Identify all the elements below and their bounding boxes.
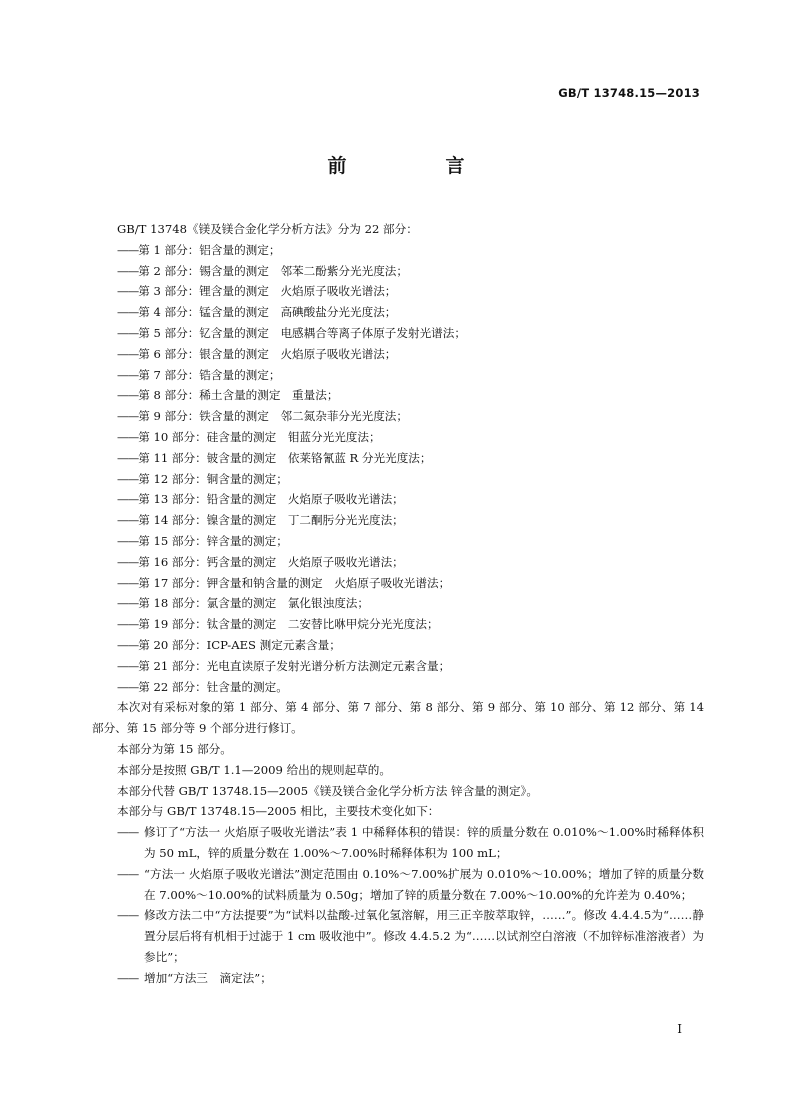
changes-intro: 本部分与 GB/T 13748.15—2005 相比，主要技术变化如下：	[117, 804, 440, 819]
document-body	[92, 219, 704, 988]
list-item	[92, 261, 704, 282]
list-item-text: 第 15 部分：锌含量的测定；	[138, 533, 288, 548]
list-item-text: 第 3 部分：锂含量的测定 火焰原子吸收光谱法；	[138, 284, 397, 299]
list-item	[92, 427, 704, 448]
changes-list	[92, 822, 704, 988]
list-item	[92, 240, 704, 261]
dash-marker: ——	[117, 471, 139, 486]
part-statement: 本部分为第 15 部分。	[117, 741, 232, 756]
dash-marker: ——	[117, 617, 139, 632]
list-item-text: 修订了“方法一 火焰原子吸收光谱法”表 1 中稀释体积的错误：锌的质量分数在 0.010%～1.00%时稀释体积为 50 mL，锌的质量分数在 1.00%～7.00%时稀释体积为 100 mL；	[144, 825, 704, 860]
dash-marker: ——	[117, 575, 139, 590]
dash-marker: ——	[117, 825, 139, 840]
list-item-text: 第 21 部分：光电直读原子发射光谱分析方法测定元素含量；	[138, 658, 451, 673]
standard-code: GB/T 13748.15—2013	[558, 86, 700, 100]
list-item	[92, 510, 704, 531]
list-item	[92, 323, 704, 344]
list-item	[92, 448, 704, 469]
dash-marker: ——	[117, 658, 139, 673]
dash-marker: ——	[117, 866, 139, 881]
dash-marker: ——	[117, 284, 139, 299]
dash-marker: ——	[117, 679, 139, 694]
list-item-text: 第 6 部分：银含量的测定 火焰原子吸收光谱法；	[138, 346, 397, 361]
list-item-text: 修改方法二中“方法提要”为“试料以盐酸-过氧化氢溶解，用三正辛胺萃取锌，……”。修改 4.4.4.5为“……静置分层后将有机相于过滤于 1 cm 吸收池中”。修改 4.4.5.2 为“……以试剂空白溶液（不加锌标准溶液者）为参比”；	[144, 908, 704, 964]
dash-marker: ——	[117, 596, 139, 611]
list-item-text: 第 22 部分：钍含量的测定。	[138, 679, 288, 694]
list-item-text: 第 8 部分：稀土含量的测定 重量法；	[138, 388, 339, 403]
list-item	[92, 365, 704, 386]
page-title: 前 言	[327, 155, 505, 177]
list-item	[92, 406, 704, 427]
list-item	[92, 385, 704, 406]
dash-marker: ——	[117, 637, 139, 652]
list-item	[92, 822, 704, 864]
dash-marker: ——	[117, 970, 139, 985]
page-number: I	[677, 1022, 682, 1036]
list-item-text: 第 7 部分：锆含量的测定；	[138, 367, 281, 382]
list-item	[92, 302, 704, 323]
list-item-text: 第 17 部分：钾含量和钠含量的测定 火焰原子吸收光谱法；	[138, 575, 451, 590]
list-item-text: 第 9 部分：铁含量的测定 邻二氮杂菲分光光度法；	[138, 409, 408, 424]
list-item	[92, 531, 704, 552]
dash-marker: ——	[117, 305, 139, 320]
list-item	[92, 656, 704, 677]
list-item-text: 第 20 部分：ICP-AES 测定元素含量；	[138, 637, 341, 652]
list-item	[92, 552, 704, 573]
list-item	[92, 344, 704, 365]
list-item-text: 第 2 部分：锡含量的测定 邻苯二酚紫分光光度法；	[138, 263, 408, 278]
list-item-text: 第 18 部分：氯含量的测定 氯化银浊度法；	[138, 596, 369, 611]
list-item	[92, 968, 704, 989]
revision-note: 本次对有采标对象的第 1 部分、第 4 部分、第 7 部分、第 8 部分、第 9 部分、第 10 部分、第 12 部分、第 14 部分、第 15 部分等 9 个部分进行修订。	[92, 700, 704, 736]
replaces-statement: 本部分代替 GB/T 13748.15—2005《镁及镁合金化学分析方法 锌含量的测定》。	[117, 783, 538, 798]
list-item	[92, 905, 704, 967]
dash-marker: ——	[117, 409, 139, 424]
dash-marker: ——	[117, 450, 139, 465]
list-item	[92, 593, 704, 614]
list-item-text: 第 11 部分：铍含量的测定 依莱铬氰蓝 R 分光光度法；	[138, 450, 432, 465]
list-item-text: 第 13 部分：铅含量的测定 火焰原子吸收光谱法；	[138, 492, 404, 507]
list-item	[92, 281, 704, 302]
dash-marker: ——	[117, 263, 139, 278]
list-item	[92, 677, 704, 698]
dash-marker: ——	[117, 388, 139, 403]
dash-marker: ——	[117, 242, 139, 257]
list-item	[92, 864, 704, 906]
list-item	[92, 489, 704, 510]
dash-marker: ——	[117, 346, 139, 361]
dash-marker: ——	[117, 429, 139, 444]
list-item-text: “方法一 火焰原子吸收光谱法”测定范围由 0.10%～7.00%扩展为 0.010%～10.00%；增加了锌的质量分数在 7.00%～10.00%的试料质量为 0.50g；增加了锌的质量分数在 7.00%～10.00%的允许差为 0.40%；	[144, 866, 704, 902]
list-item-text: 第 10 部分：硅含量的测定 钼蓝分光光度法；	[138, 429, 381, 444]
intro-paragraph: GB/T 13748《镁及镁合金化学分析方法》分为 22 部分：	[117, 222, 418, 236]
list-item-text: 第 16 部分：钙含量的测定 火焰原子吸收光谱法；	[138, 554, 404, 569]
list-item	[92, 573, 704, 594]
dash-marker: ——	[117, 367, 139, 382]
dash-marker: ——	[117, 492, 139, 507]
dash-marker: ——	[117, 325, 139, 340]
list-item	[92, 635, 704, 656]
list-item-text: 第 5 部分：钇含量的测定 电感耦合等离子体原子发射光谱法；	[138, 325, 466, 340]
list-item-text: 第 12 部分：铜含量的测定；	[138, 471, 288, 486]
list-item-text: 增加“方法三 滴定法”；	[144, 970, 272, 985]
rules-statement: 本部分是按照 GB/T 1.1—2009 给出的规则起草的。	[117, 762, 391, 777]
list-item-text: 第 19 部分：钛含量的测定 二安替比咻甲烷分光光度法；	[138, 617, 439, 632]
list-item	[92, 469, 704, 490]
dash-marker: ——	[117, 533, 139, 548]
dash-marker: ——	[117, 513, 139, 528]
list-item	[92, 614, 704, 635]
dash-marker: ——	[117, 554, 139, 569]
list-item-text: 第 4 部分：锰含量的测定 高碘酸盐分光光度法；	[138, 305, 397, 320]
list-item-text: 第 1 部分：铝含量的测定；	[138, 242, 281, 257]
list-item-text: 第 14 部分：镍含量的测定 丁二酮肟分光光度法；	[138, 513, 404, 528]
parts-list	[92, 240, 704, 698]
dash-marker: ——	[117, 908, 139, 923]
